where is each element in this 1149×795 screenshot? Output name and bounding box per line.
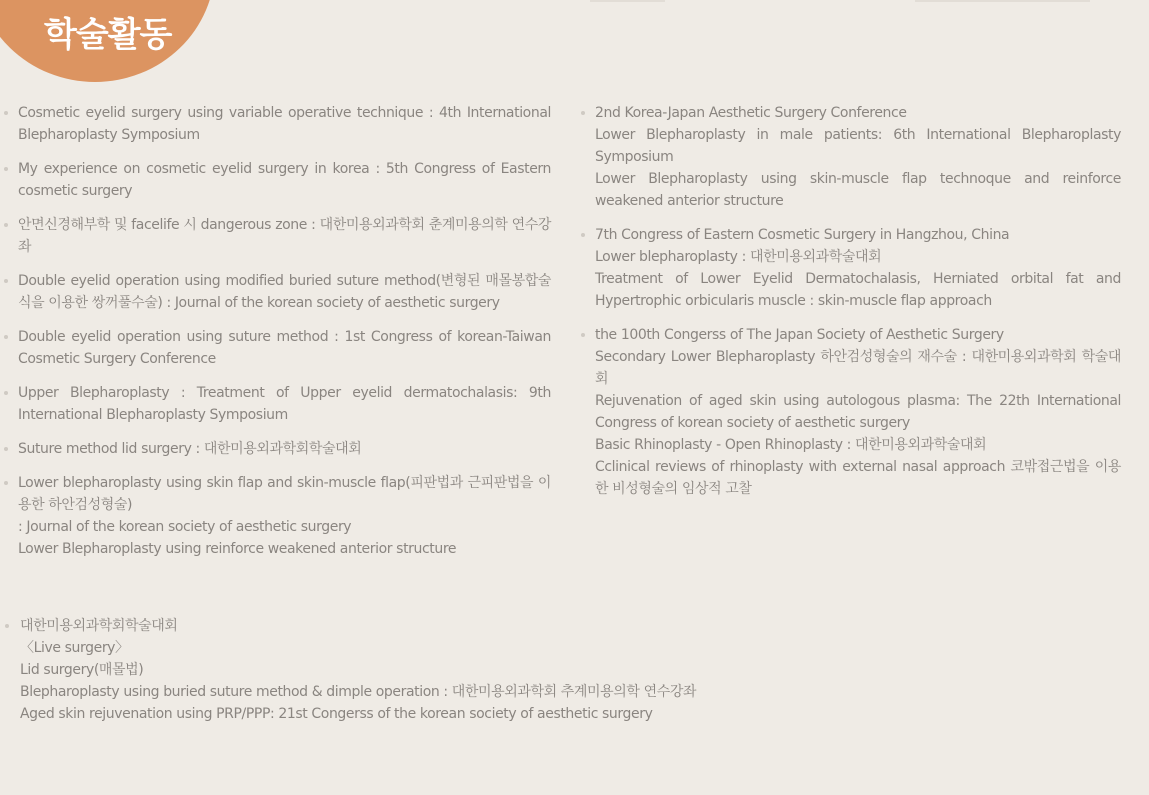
activity-item [18, 102, 551, 146]
activity-item [18, 382, 551, 426]
activity-item [18, 326, 551, 370]
activity-text: 7th Congress of Eastern Cosmetic Surgery in Hangzhou, China [595, 227, 1010, 243]
activity-text: Upper Blepharoplasty : Treatment of Upper eyelid dermatochalasis: 9th International Blepharoplasty Symposium [18, 385, 551, 423]
activity-text: 대한미용외과학회학술대회 [20, 618, 178, 634]
activity-text: Lower Blepharoplasty in male patients: 6th International Blepharoplasty Symposium [595, 127, 1121, 165]
activity-text: Treatment of Lower Eyelid Dermatochalasis, Herniated orbital fat and Hypertrophic orbicularis muscle : skin-muscle flap approach [595, 271, 1121, 309]
activity-text: the 100th Congerss of The Japan Society of Aesthetic Surgery [595, 327, 1004, 343]
activity-text: Double eyelid operation using modified buried suture method(변형된 매몰봉합술식을 이용한 쌍꺼풀수술) : Journal of the korean society of aesthetic surgery [18, 273, 551, 311]
activity-text: Aged skin rejuvenation using PRP/PPP: 21st Congerss of the korean society of aesthetic surgery [20, 706, 653, 722]
activity-item [595, 102, 1121, 212]
activity-text: Secondary Lower Blepharoplasty 하안검성형술의 재수술 : 대한미용외과학회 학술대회 [595, 349, 1121, 387]
activity-item [18, 472, 551, 560]
activity-text: 〈Live surgery〉 [20, 640, 129, 656]
header-divider [915, 0, 1090, 2]
activity-text: 안면신경해부학 및 facelife 시 dangerous zone : 대한미용외과학회 춘계미용의학 연수강좌 [18, 217, 551, 255]
activity-text: My experience on cosmetic eyelid surgery in korea : 5th Congress of Eastern cosmetic surgery [18, 161, 551, 199]
activity-text: Cosmetic eyelid surgery using variable operative technique : 4th International Blepharoplasty Symposium [18, 105, 551, 143]
activity-text: Double eyelid operation using suture method : 1st Congress of korean-Taiwan Cosmetic Surgery Conference [18, 329, 551, 367]
activity-item [20, 615, 700, 725]
activity-text: : Journal of the korean society of aesthetic surgery [18, 519, 352, 535]
activity-item [595, 324, 1121, 500]
activity-text: Cclinical reviews of rhinoplasty with external nasal approach 코밖접근법을 이용한 비성형술의 임상적 고찰 [595, 459, 1121, 497]
activity-text: Lower Blepharoplasty using skin-muscle flap technoque and reinforce weakened anterior structure [595, 171, 1121, 209]
activity-text: Basic Rhinoplasty - Open Rhinoplasty : 대한미용외과학술대회 [595, 437, 987, 453]
activity-list-left [18, 102, 551, 572]
activity-text: Lower Blepharoplasty using reinforce weakened anterior structure [18, 541, 457, 557]
header-divider [590, 0, 665, 2]
activity-item [595, 224, 1121, 312]
activity-item [18, 438, 551, 460]
activity-text: 2nd Korea-Japan Aesthetic Surgery Conference [595, 105, 907, 121]
activity-text: Lid surgery(매몰법) [20, 662, 144, 678]
activity-text: Lower blepharoplasty using skin flap and skin-muscle flap(피판법과 근피판법을 이용한 하안검성형술) [18, 475, 551, 513]
activity-list-right [595, 102, 1121, 512]
activity-item [18, 214, 551, 258]
activity-text: Blepharoplasty using buried suture method & dimple operation : 대한미용외과학회 추계미용의학 연수강좌 [20, 684, 697, 700]
activity-item [18, 270, 551, 314]
activity-text: Suture method lid surgery : 대한미용외과학회학술대회 [18, 441, 362, 457]
activity-text: Rejuvenation of aged skin using autologous plasma: The 22th International Congress of korean society of aesthetic surgery [595, 393, 1121, 431]
page-title: 학술활동 [44, 15, 172, 55]
activity-text: Lower blepharoplasty : 대한미용외과학술대회 [595, 249, 882, 265]
activity-item [18, 158, 551, 202]
activity-list-bottom [20, 615, 700, 725]
